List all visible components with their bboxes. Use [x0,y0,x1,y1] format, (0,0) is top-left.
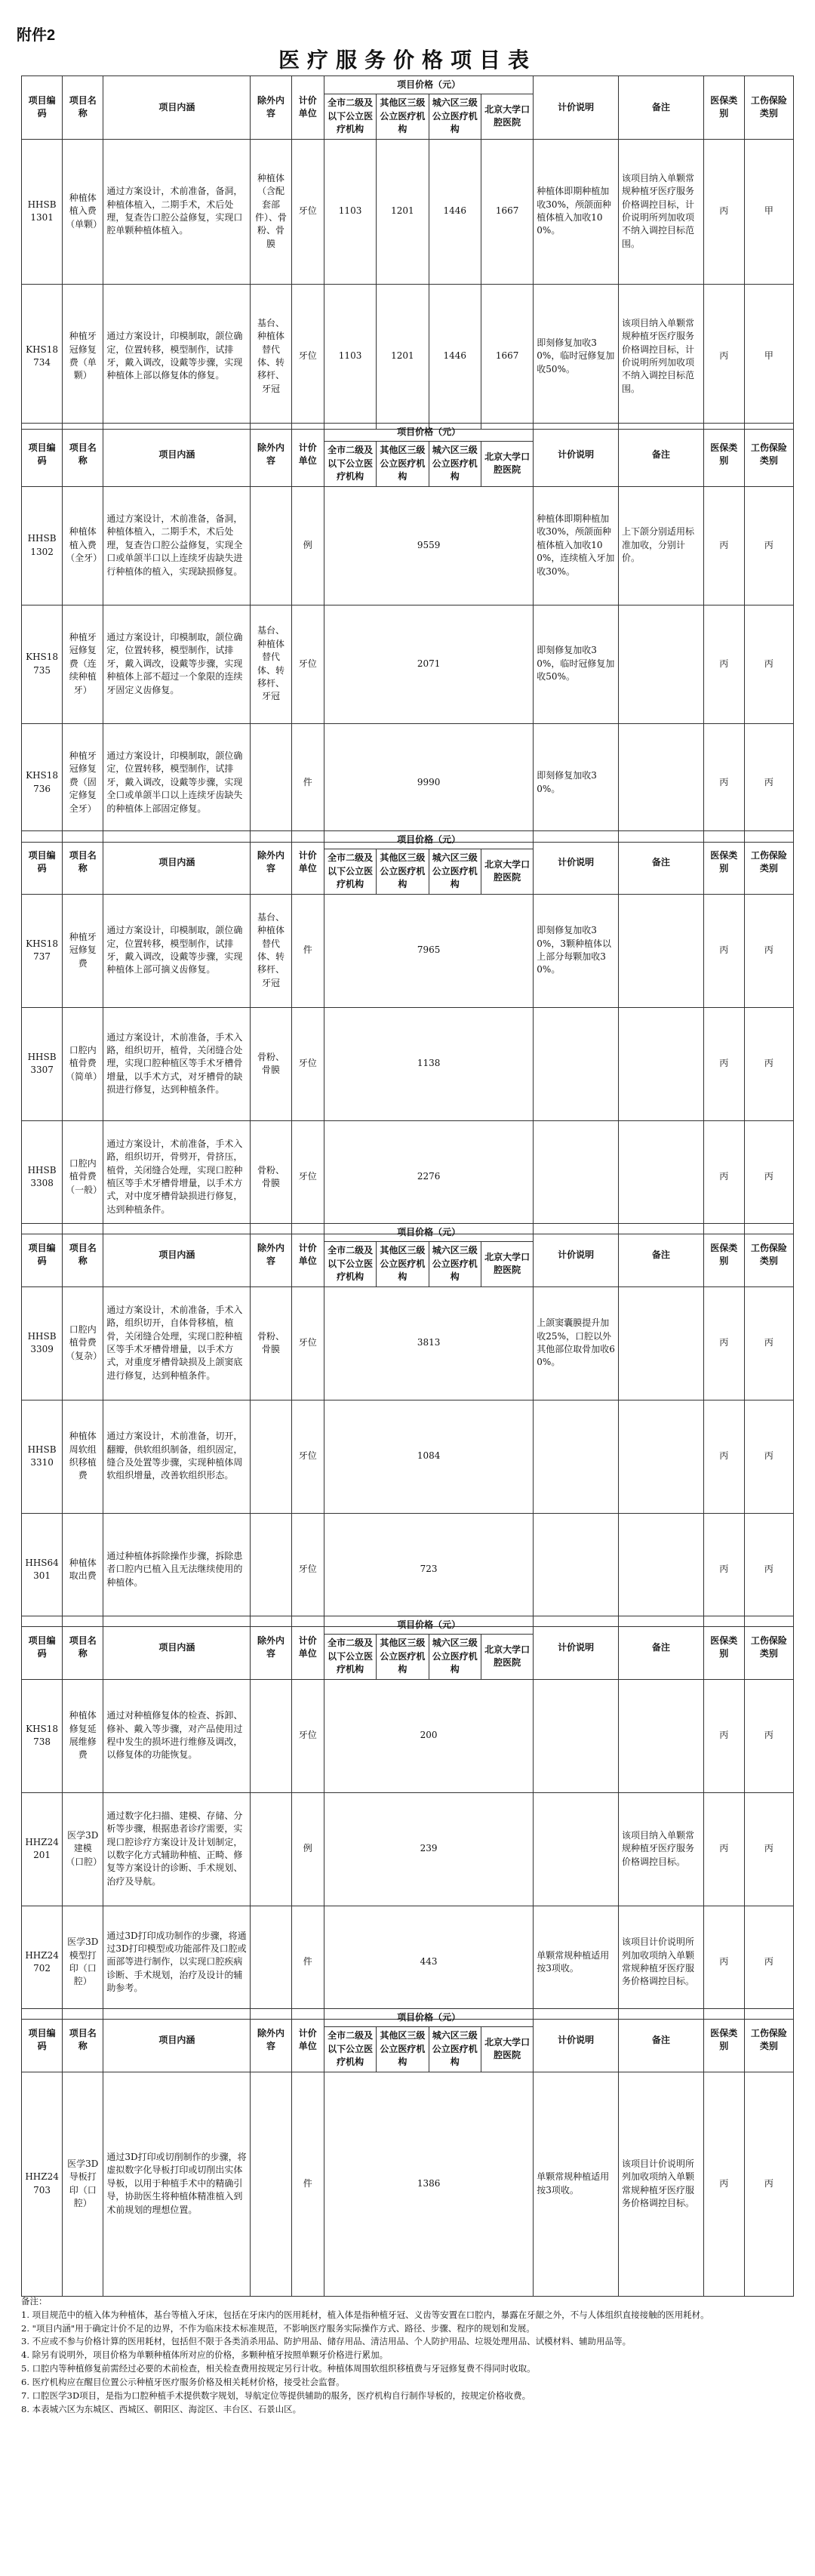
header-tier3: 城六区三级公立医疗机构 [429,94,481,139]
note-item: 3. 不应或不参与价格计算的医用耗材，包括但不限于各类消杀用品、防护用品、储存用品、清洁用品、个人防护用品、垃圾处理用品、试模材料、辅助用品等。 [21,2336,632,2347]
header-tier2: 其他区三级公立医疗机构 [377,2027,429,2072]
item-content: 通过方案设计，术前准备，手术入路，组织切开，自体骨移植，植骨，关闭缝合处理，实现口腔种植区等手术牙槽骨增量，以手术方式，对重度牙槽骨缺损及上颌窦底进行修复，达到种植条件。 [103,1286,251,1400]
header-tier1: 全市二级及以下公立医疗机构 [324,1242,376,1286]
item-code: HHS64301 [22,1513,63,1626]
price-uniform: 2071 [324,605,533,723]
item-remark [618,894,703,1007]
item-exclusions: 基台、种植体替代体、转移杆、牙冠 [251,284,291,429]
item-unit: 牙位 [291,1007,324,1120]
item-name: 种植体取出费 [63,1513,103,1626]
header-name: 项目名称 [63,831,103,895]
price-uniform: 723 [324,1513,533,1626]
header-exclusions: 除外内容 [251,2009,291,2072]
header-insurance: 医保类别 [703,424,744,487]
price-table [21,2008,794,2297]
price-uniform: 1138 [324,1007,533,1120]
header-name: 项目名称 [63,2009,103,2072]
item-code: HHZ24703 [22,2072,63,2296]
price-uniform: 200 [324,1679,533,1792]
item-injury: 丙 [744,1679,793,1792]
item-name: 种植体修复延展维修费 [63,1679,103,1792]
table-page [21,1223,794,1627]
header-price-note: 计价说明 [534,1224,619,1287]
item-content: 通过方案设计，术前准备，手术入路，组织切开，植骨，关闭缝合处理，实现口腔种植区等手术牙槽骨增量，以手术方式，对牙槽骨的缺损进行修复，达到种植条件。 [103,1007,251,1120]
item-remark: 该项目计价说明所列加收项纳入单颗常规种植牙医疗服务价格调控目标。 [618,2072,703,2296]
item-name: 种植体植入费（单颗） [63,139,103,284]
price-tier1: 1103 [324,139,376,284]
item-content: 通过方案设计，术前准备，备洞，种植体植入，二期手术，术后处理，复查告口腔公益修复，实现全口或单颌半口以上连续牙齿缺失进行种植体的植入，实现缺损修复。 [103,486,251,605]
item-exclusions: 种植体（含配套部件）、骨粉、骨膜 [251,139,291,284]
item-remark [618,1513,703,1626]
header-content: 项目内涵 [103,1224,251,1287]
header-tier2: 其他区三级公立医疗机构 [377,94,429,139]
header-exclusions: 除外内容 [251,76,291,140]
item-insurance: 丙 [703,1400,744,1513]
header-injury: 工伤保险类别 [744,76,793,140]
item-price-note: 种植体即期种植加收30%，颅颌面种植体植入加收100%，连续植入牙加收30%。 [534,486,619,605]
item-insurance: 丙 [703,486,744,605]
header-tier2: 其他区三级公立医疗机构 [377,442,429,486]
item-remark: 该项目纳入单颗常规种植牙医疗服务价格调控目标，计价说明所列加收项不纳入调控目标范围。 [618,284,703,429]
item-code: HHSB3310 [22,1400,63,1513]
item-insurance: 丙 [703,1007,744,1120]
header-name: 项目名称 [63,424,103,487]
header-price-group: 项目价格（元） [324,831,533,849]
header-exclusions: 除外内容 [251,1224,291,1287]
item-insurance: 丙 [703,1679,744,1792]
table-row [22,1792,794,1906]
price-tier3: 1446 [429,139,481,284]
document-title: 医疗服务价格项目表 [278,48,537,72]
item-unit: 牙位 [291,139,324,284]
item-unit: 牙位 [291,605,324,723]
item-remark: 该项目计价说明所列加收项纳入单颗常规种植牙医疗服务价格调控目标。 [618,1906,703,2019]
header-price-note: 计价说明 [534,1616,619,1680]
header-code: 项目编码 [22,1224,63,1287]
item-insurance: 丙 [703,139,744,284]
item-unit: 例 [291,486,324,605]
item-content: 通过方案设计，术前准备，备洞，种植体植入，二期手术，术后处理，复查告口腔公益修复，实现口腔单颗种植体植入。 [103,139,251,284]
header-exclusions: 除外内容 [251,1616,291,1680]
item-price-note: 单颗常规种植适用按3项收。 [534,1906,619,2019]
item-content: 通过3D打印或切削制作的步骤，将虚拟数字化导板打印或切削出实体导板，以用于种植手术中的精确引导，协助医生将种植体精准植入到术前规划的理想位置。 [103,2072,251,2296]
table-row [22,1906,794,2019]
price-uniform: 3813 [324,1286,533,1400]
item-code: HHZ24702 [22,1906,63,2019]
header-tier1: 全市二级及以下公立医疗机构 [324,442,376,486]
price-uniform: 239 [324,1792,533,1906]
item-name: 种植体植入费（全牙） [63,486,103,605]
item-insurance: 丙 [703,1120,744,1234]
item-price-note: 种植体即期种植加收30%，颅颌面种植体植入加收100%。 [534,139,619,284]
item-remark [618,1286,703,1400]
note-item: 8. 本表城六区为东城区、西城区、朝阳区、海淀区、丰台区、石景山区。 [21,2403,302,2414]
price-table [21,75,794,430]
price-table [21,1616,794,2020]
header-tier1: 全市二级及以下公立医疗机构 [324,2027,376,2072]
item-remark [618,1120,703,1234]
item-price-note [534,1120,619,1234]
table-row [22,2072,794,2296]
item-content: 通过数字化扫描、建模、存储、分析等步骤，根据患者诊疗需要，实现口腔诊疗方案设计及计划制定，以数字化方式辅助种植、正畸、修复等方案设计的诊断、手术规划、治疗及导航。 [103,1792,251,1906]
header-insurance: 医保类别 [703,2009,744,2072]
header-code: 项目编码 [22,76,63,140]
item-price-note [534,1792,619,1906]
item-price-note: 即刻修复加收30%，临时冠修复加收50%。 [534,284,619,429]
item-insurance: 丙 [703,723,744,842]
header-tier1: 全市二级及以下公立医疗机构 [324,1635,376,1679]
item-code: HHSB3308 [22,1120,63,1234]
price-uniform: 443 [324,1906,533,2019]
header-price-note: 计价说明 [534,831,619,895]
item-price-note [534,1679,619,1792]
header-content: 项目内涵 [103,2009,251,2072]
item-injury: 丙 [744,1792,793,1906]
table-row [22,486,794,605]
header-code: 项目编码 [22,831,63,895]
item-injury: 丙 [744,1286,793,1400]
header-unit: 计价单位 [291,2009,324,2072]
header-tier3: 城六区三级公立医疗机构 [429,1242,481,1286]
item-price-note: 即刻修复加收30%。 [534,723,619,842]
header-injury: 工伤保险类别 [744,2009,793,2072]
header-unit: 计价单位 [291,76,324,140]
table-page [21,1616,794,2020]
header-price-group: 项目价格（元） [324,424,533,442]
header-tier2: 其他区三级公立医疗机构 [377,849,429,894]
header-price-note: 计价说明 [534,2009,619,2072]
item-content: 通过方案设计，印模制取，颌位确定，位置转移，模型制作，试排牙，戴入调改，设戴等步骤，实现种植体上部可摘义齿修复。 [103,894,251,1007]
item-unit: 牙位 [291,1513,324,1626]
table-row [22,1513,794,1626]
header-remark: 备注 [618,424,703,487]
item-price-note [534,1400,619,1513]
item-exclusions: 骨粉、骨膜 [251,1286,291,1400]
item-code: HHZ24201 [22,1792,63,1906]
header-price-note: 计价说明 [534,76,619,140]
item-code: HHSB1302 [22,486,63,605]
item-exclusions: 基台、种植体替代体、转移杆、牙冠 [251,894,291,1007]
price-uniform: 1084 [324,1400,533,1513]
item-insurance: 丙 [703,1906,744,2019]
table-row [22,1120,794,1234]
table-page [21,830,794,1234]
item-exclusions [251,1906,291,2019]
note-item: 1. 项目规范中的植入体为种植体，基台等植入牙床，包括在牙床内的医用耗材，植入体是指种植牙冠、义齿等安置在口腔内，暴露在牙龈之外，不与人体组织直接接触的医用耗材。 [21,2309,709,2320]
item-price-note: 单颗常规种植适用按3项收。 [534,2072,619,2296]
item-unit: 牙位 [291,1400,324,1513]
item-unit: 件 [291,2072,324,2296]
item-exclusions [251,1679,291,1792]
header-unit: 计价单位 [291,424,324,487]
item-code: KHS18735 [22,605,63,723]
table-row [22,1679,794,1792]
item-unit: 件 [291,894,324,1007]
price-tier4: 1667 [481,139,533,284]
item-injury: 丙 [744,723,793,842]
table-row [22,1286,794,1400]
item-insurance: 丙 [703,2072,744,2296]
table-row [22,894,794,1007]
item-content: 通过方案设计，印模制取，颌位确定，位置转移，模型制作，试排牙，戴入调改，设戴等步骤，实现种植体上部不超过一个象限的连续牙固定义齿修复。 [103,605,251,723]
header-unit: 计价单位 [291,1616,324,1680]
note-item: 4. 除另有说明外，项目价格为单颗种植体所对应的价格，多颗种植牙按照单颗牙价格进行累加。 [21,2350,389,2361]
item-injury: 丙 [744,1007,793,1120]
item-exclusions [251,1513,291,1626]
header-tier4: 北京大学口腔医院 [481,1242,533,1286]
item-price-note [534,1513,619,1626]
item-name: 种植牙冠修复费 [63,894,103,1007]
item-remark [618,723,703,842]
item-unit: 牙位 [291,1679,324,1792]
header-insurance: 医保类别 [703,831,744,895]
item-remark [618,1400,703,1513]
item-unit: 牙位 [291,1120,324,1234]
item-exclusions [251,2072,291,2296]
price-tier3: 1446 [429,284,481,429]
header-injury: 工伤保险类别 [744,1224,793,1287]
header-insurance: 医保类别 [703,1616,744,1680]
price-table [21,830,794,1234]
header-tier1: 全市二级及以下公立医疗机构 [324,94,376,139]
price-tier1: 1103 [324,284,376,429]
notes-title: 备注： [21,2296,48,2306]
item-code: HHSB3309 [22,1286,63,1400]
header-name: 项目名称 [63,76,103,140]
header-tier4: 北京大学口腔医院 [481,94,533,139]
item-injury: 丙 [744,1400,793,1513]
attachment-label: 附件2 [17,27,56,44]
table-page [21,2008,794,2297]
item-remark [618,605,703,723]
table-row [22,1400,794,1513]
header-remark: 备注 [618,1616,703,1680]
header-tier2: 其他区三级公立医疗机构 [377,1635,429,1679]
item-insurance: 丙 [703,1792,744,1906]
item-name: 医学3D导板打印（口腔） [63,2072,103,2296]
item-injury: 甲 [744,139,793,284]
item-exclusions [251,723,291,842]
header-exclusions: 除外内容 [251,424,291,487]
item-unit: 牙位 [291,1286,324,1400]
item-content: 通过方案设计，印模制取，颌位确定，位置转移，模型制作，试排牙，戴入调改，设戴等步骤，实现种植体上部以修复体的修复。 [103,284,251,429]
header-name: 项目名称 [63,1224,103,1287]
item-exclusions [251,1400,291,1513]
item-name: 种植牙冠修复费（连续种植牙） [63,605,103,723]
item-code: HHSB3307 [22,1007,63,1120]
header-unit: 计价单位 [291,1224,324,1287]
item-code: KHS18736 [22,723,63,842]
header-content: 项目内涵 [103,1616,251,1680]
header-code: 项目编码 [22,2009,63,2072]
item-exclusions: 骨粉、骨膜 [251,1007,291,1120]
table-row [22,139,794,284]
header-injury: 工伤保险类别 [744,1616,793,1680]
item-price-note: 即刻修复加收30%，临时冠修复加收50%。 [534,605,619,723]
header-insurance: 医保类别 [703,76,744,140]
item-name: 医学3D模型打印（口腔） [63,1906,103,2019]
note-item: 2. "项目内涵"用于确定计价不足的边界，不作为临床技术标准规范，不影响医疗服务实际操作方式、路径、步骤、程序的规划和发展。 [21,2322,535,2334]
header-remark: 备注 [618,831,703,895]
item-price-note [534,1007,619,1120]
item-insurance: 丙 [703,605,744,723]
item-exclusions: 骨粉、骨膜 [251,1120,291,1234]
price-uniform: 9559 [324,486,533,605]
item-content: 通过对种植修复体的检查、拆卸、修补、戴入等步骤，对产品使用过程中发生的损坏进行维修及调改，以修复体的功能恢复。 [103,1679,251,1792]
item-insurance: 丙 [703,894,744,1007]
item-content: 通过3D打印成功制作的步骤，将通过3D打印模型或功能部件及口腔或面部等进行制作，以实现口腔疾病诊断、手术规划，治疗及设计的辅助参考。 [103,1906,251,2019]
table-row [22,284,794,429]
item-code: HHSB1301 [22,139,63,284]
item-name: 种植牙冠修复费（单颗） [63,284,103,429]
item-injury: 丙 [744,1120,793,1234]
item-injury: 丙 [744,2072,793,2296]
header-injury: 工伤保险类别 [744,831,793,895]
item-remark [618,1679,703,1792]
item-code: KHS18737 [22,894,63,1007]
item-name: 种植牙冠修复费（固定修复全牙） [63,723,103,842]
header-code: 项目编码 [22,424,63,487]
item-exclusions [251,486,291,605]
header-remark: 备注 [618,76,703,140]
header-tier3: 城六区三级公立医疗机构 [429,849,481,894]
header-tier4: 北京大学口腔医院 [481,1635,533,1679]
price-uniform: 7965 [324,894,533,1007]
item-remark [618,1007,703,1120]
item-injury: 甲 [744,284,793,429]
item-exclusions: 基台、种植体替代体、转移杆、牙冠 [251,605,291,723]
item-remark: 上下颌分别适用标准加收，分别计价。 [618,486,703,605]
note-item: 6. 医疗机构应在醒目位置公示种植牙医疗服务价格及相关耗材价格，接受社会监督。 [21,2376,345,2387]
item-injury: 丙 [744,1906,793,2019]
header-tier4: 北京大学口腔医院 [481,849,533,894]
item-content: 通过方案设计，术前准备，手术入路，组织切开，骨劈开，骨挤压，植骨，关闭缝合处理，实现口腔种植区等手术牙槽骨增量，以手术方式，对中度牙槽骨缺损进行修复，达到种植条件。 [103,1120,251,1234]
header-injury: 工伤保险类别 [744,424,793,487]
price-uniform: 9990 [324,723,533,842]
header-content: 项目内涵 [103,424,251,487]
item-insurance: 丙 [703,284,744,429]
table-row [22,605,794,723]
price-uniform: 1386 [324,2072,533,2296]
header-code: 项目编码 [22,1616,63,1680]
header-remark: 备注 [618,2009,703,2072]
header-tier4: 北京大学口腔医院 [481,2027,533,2072]
item-insurance: 丙 [703,1513,744,1626]
item-name: 医学3D建模（口腔） [63,1792,103,1906]
header-exclusions: 除外内容 [251,831,291,895]
header-price-group: 项目价格（元） [324,1224,533,1242]
table-row [22,1007,794,1120]
header-price-group: 项目价格（元） [324,1616,533,1635]
price-table [21,1223,794,1627]
item-insurance: 丙 [703,1286,744,1400]
item-code: KHS18734 [22,284,63,429]
header-tier2: 其他区三级公立医疗机构 [377,1242,429,1286]
price-table [21,423,794,843]
header-content: 项目内涵 [103,76,251,140]
header-tier3: 城六区三级公立医疗机构 [429,1635,481,1679]
item-price-note: 即刻修复加收30%，3颗种植体以上部分每颗加收30%。 [534,894,619,1007]
header-tier1: 全市二级及以下公立医疗机构 [324,849,376,894]
notes-block [21,2295,794,2416]
header-tier3: 城六区三级公立医疗机构 [429,442,481,486]
header-price-note: 计价说明 [534,424,619,487]
header-price-group: 项目价格（元） [324,76,533,94]
item-unit: 件 [291,723,324,842]
item-content: 通过方案设计，印模制取，颌位确定，位置转移，模型制作，试排牙，戴入调改，设戴等步骤，实现全口或单颌半口以上连续牙齿缺失的种植体上部固定修复。 [103,723,251,842]
item-name: 口腔内植骨费（一般） [63,1120,103,1234]
price-tier4: 1667 [481,284,533,429]
item-exclusions [251,1792,291,1906]
item-name: 口腔内植骨费（复杂） [63,1286,103,1400]
item-unit: 件 [291,1906,324,2019]
item-remark: 该项目纳入单颗常规种植牙医疗服务价格调控目标，计价说明所列加收项不纳入调控目标范围。 [618,139,703,284]
item-unit: 牙位 [291,284,324,429]
item-content: 通过种植体拆除操作步骤，拆除患者口腔内已植入且无法继续使用的种植体。 [103,1513,251,1626]
item-injury: 丙 [744,605,793,723]
header-tier4: 北京大学口腔医院 [481,442,533,486]
header-remark: 备注 [618,1224,703,1287]
item-injury: 丙 [744,1513,793,1626]
table-page [21,75,794,430]
item-name: 种植体周软组织移植费 [63,1400,103,1513]
note-item: 7. 口腔医学3D项目，是指为口腔种植手术提供数字规划，导航定位等提供辅助的服务，医疗机构自行制作导板的，按规定价格收费。 [21,2390,531,2401]
item-price-note: 上颌窦囊膜提升加收25%，口腔以外其他部位取骨加收60%。 [534,1286,619,1400]
table-row [22,723,794,842]
item-name: 口腔内植骨费（简单） [63,1007,103,1120]
item-code: KHS18738 [22,1679,63,1792]
item-injury: 丙 [744,486,793,605]
header-tier3: 城六区三级公立医疗机构 [429,2027,481,2072]
price-tier2: 1201 [377,284,429,429]
item-unit: 例 [291,1792,324,1906]
price-uniform: 2276 [324,1120,533,1234]
header-content: 项目内涵 [103,831,251,895]
item-remark: 该项目纳入单颗常规种植牙医疗服务价格调控目标。 [618,1792,703,1906]
header-insurance: 医保类别 [703,1224,744,1287]
table-page [21,423,794,843]
note-item: 5. 口腔内等种植修复前需经过必要的术前检查，相关检查费用按规定另行计收。种植体周围软组织移植费与牙冠修复费不得同时收取。 [21,2363,536,2374]
item-content: 通过方案设计，术前准备，切开，翻瓣，供软组织制备，组织固定，缝合及处置等步骤，实现种植体周软组织增量，改善软组织形态。 [103,1400,251,1513]
header-price-group: 项目价格（元） [324,2009,533,2027]
price-tier2: 1201 [377,139,429,284]
header-name: 项目名称 [63,1616,103,1680]
header-unit: 计价单位 [291,831,324,895]
item-injury: 丙 [744,894,793,1007]
